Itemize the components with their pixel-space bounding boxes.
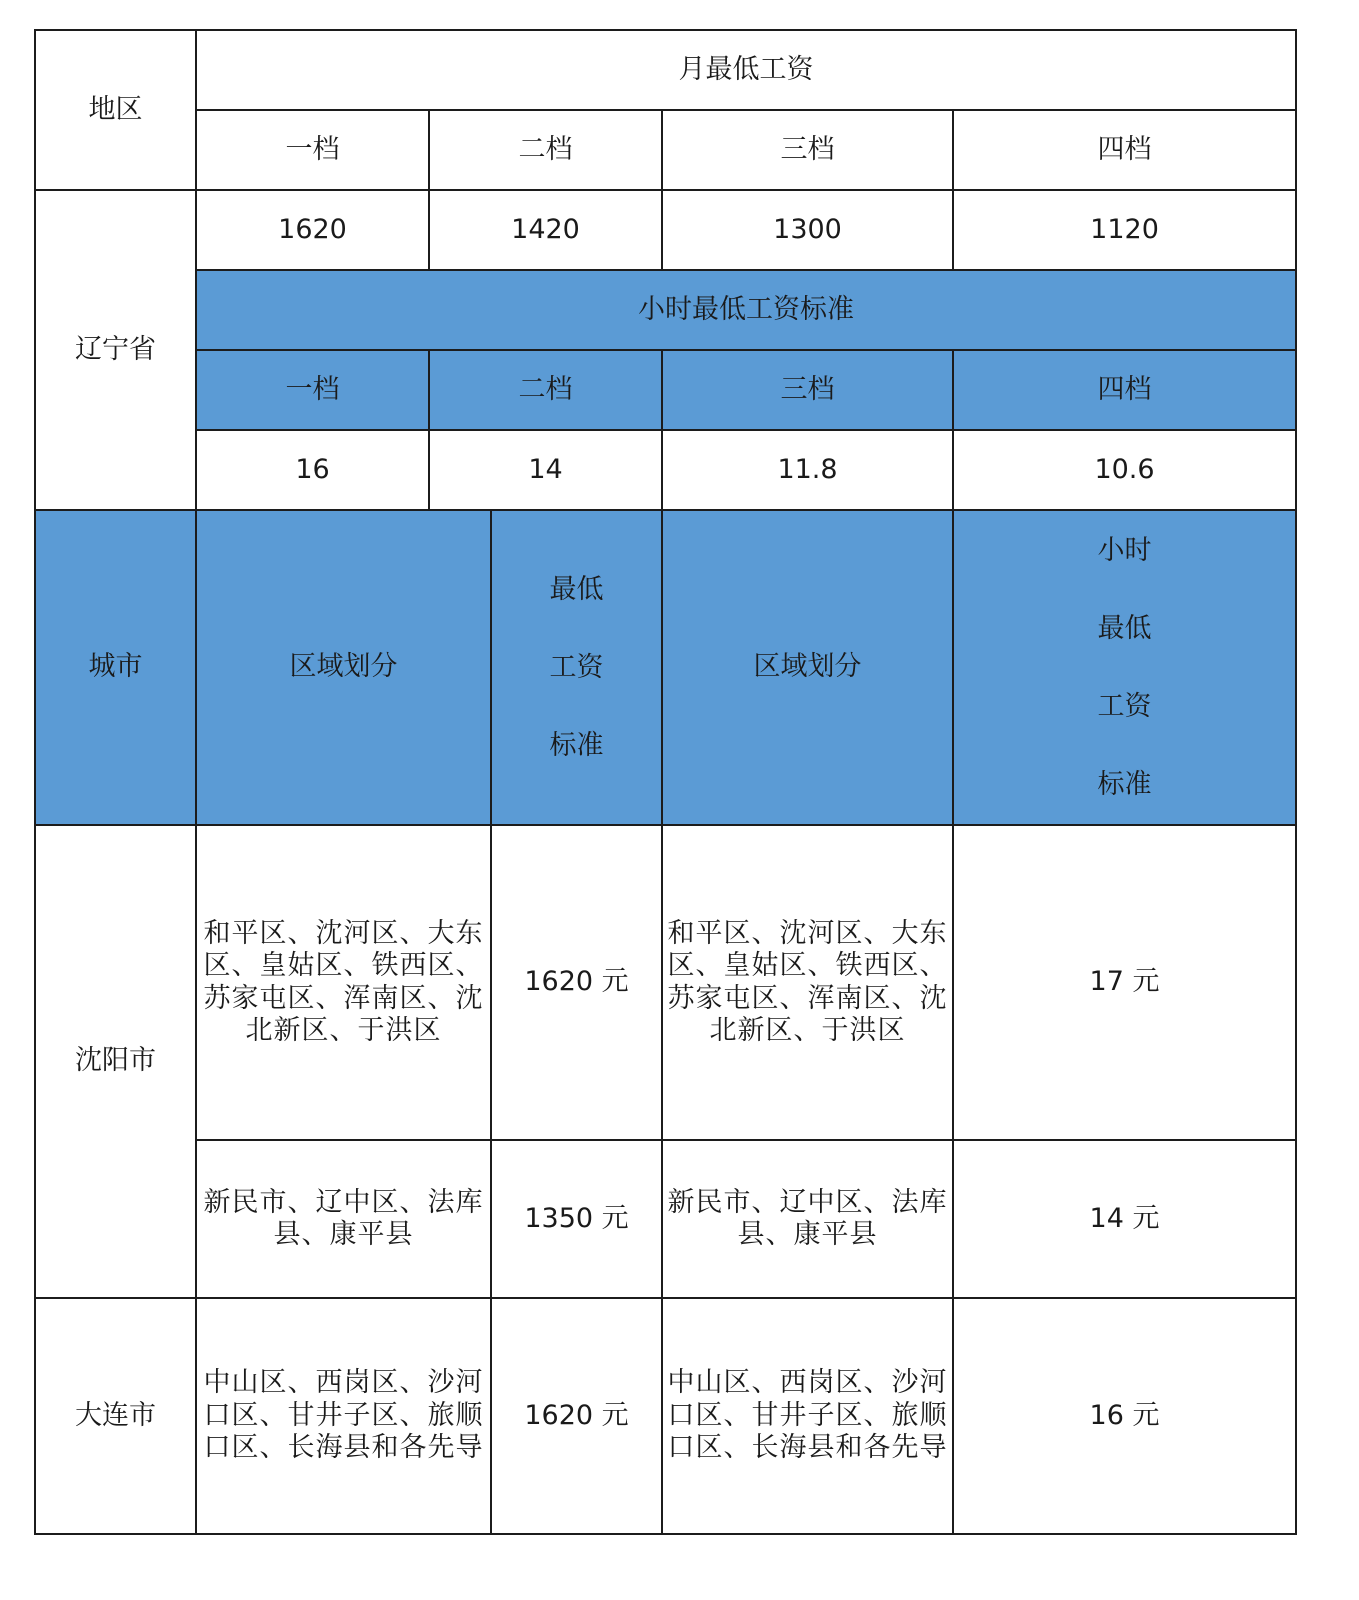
monthly-value: 1620 [196, 190, 429, 270]
zone-cell-b [662, 1298, 953, 1534]
hourly-wage-cell: 17 元 [953, 825, 1296, 1140]
province-name-cell [35, 190, 196, 510]
zone-line: 县、康平县 [737, 1219, 878, 1250]
hourly-wage-cell: 14 元 [953, 1140, 1296, 1298]
hourly-tier-header: 一档 [196, 350, 429, 430]
zone-line: 和平区、沈河区、大东 [203, 917, 484, 949]
monthly-wage-cell: 1350 元 [491, 1140, 662, 1298]
region-header-label: 地区 [88, 93, 143, 125]
province-name: 辽宁省 [75, 333, 156, 365]
zone-line: 北新区、于洪区 [245, 1014, 442, 1046]
zone-line: 区、皇姑区、铁西区、 [667, 950, 948, 982]
hourly-wage-header-line: 小时 [1097, 534, 1152, 566]
hourly-value-row [35, 430, 1296, 510]
hourly-wage-cell: 16 元 [953, 1298, 1296, 1534]
hourly-wage-header-line: 标准 [1097, 768, 1152, 800]
city-name: 大连市 [75, 1399, 156, 1431]
minimum-wage-table [34, 29, 1297, 1535]
hourly-value: 11.8 [662, 430, 953, 510]
tier-header: 四档 [953, 110, 1296, 190]
tier-header-row [35, 110, 1296, 190]
city-name: 沈阳市 [75, 1045, 156, 1077]
monthly-value: 1300 [662, 190, 953, 270]
zone-line: 口区、长海县和各先导 [203, 1432, 484, 1464]
zone-cell-b [662, 1140, 953, 1298]
zone-header-a: 区域划分 [196, 510, 491, 825]
zone-line: 口区、长海县和各先导 [667, 1432, 948, 1464]
zone-header-b: 区域划分 [662, 510, 953, 825]
min-wage-header-line: 工资 [549, 651, 604, 683]
zone-line: 北新区、于洪区 [709, 1014, 906, 1046]
hourly-value: 10.6 [953, 430, 1296, 510]
city-header-row [35, 510, 1296, 825]
monthly-wage-cell: 1620 元 [491, 825, 662, 1140]
zone-cell-a [196, 1140, 491, 1298]
hourly-wage-header [953, 510, 1296, 825]
zone-line: 新民市、辽中区、法库 [203, 1186, 484, 1218]
province-monthly-row [35, 190, 1296, 270]
table-row [35, 825, 1296, 1140]
tier-header: 二档 [429, 110, 662, 190]
zone-cell-b [662, 825, 953, 1140]
hourly-wage-header-line: 最低 [1097, 612, 1152, 644]
zone-line: 县、康平县 [273, 1219, 414, 1250]
monthly-title: 月最低工资 [678, 53, 814, 85]
min-wage-header [491, 510, 662, 825]
zone-line: 区、皇姑区、铁西区、 [203, 950, 484, 982]
table-row [35, 1140, 1296, 1298]
hourly-title-row [35, 270, 1296, 350]
tier-header: 一档 [196, 110, 429, 190]
zone-line: 苏家屯区、浑南区、沈 [667, 982, 948, 1014]
monthly-value: 1120 [953, 190, 1296, 270]
min-wage-header-line: 标准 [549, 729, 604, 761]
table-row [35, 1298, 1296, 1534]
monthly-title-cell [196, 30, 1296, 110]
zone-line: 中山区、西岗区、沙河 [203, 1367, 484, 1399]
city-name-cell [35, 1298, 196, 1534]
tier-header: 三档 [662, 110, 953, 190]
hourly-tier-header: 三档 [662, 350, 953, 430]
hourly-title: 小时最低工资标准 [196, 270, 1296, 350]
zone-line: 苏家屯区、浑南区、沈 [203, 982, 484, 1014]
hourly-tier-header: 二档 [429, 350, 662, 430]
min-wage-header-line: 最低 [549, 573, 604, 605]
hourly-tier-header: 四档 [953, 350, 1296, 430]
zone-line: 口区、甘井子区、旅顺 [203, 1399, 484, 1431]
monthly-wage-cell: 1620 元 [491, 1298, 662, 1534]
hourly-tier-row [35, 350, 1296, 430]
header-row [35, 30, 1296, 110]
hourly-value: 16 [196, 430, 429, 510]
zone-line: 和平区、沈河区、大东 [667, 917, 948, 949]
hourly-wage-header-line: 工资 [1097, 690, 1152, 722]
zone-line: 口区、甘井子区、旅顺 [667, 1399, 948, 1431]
zone-cell-a [196, 825, 491, 1140]
city-name-cell [35, 825, 196, 1298]
zone-cell-a [196, 1298, 491, 1534]
region-header-cell [35, 30, 196, 190]
city-header: 城市 [35, 510, 196, 825]
zone-line: 中山区、西岗区、沙河 [667, 1367, 948, 1399]
monthly-value: 1420 [429, 190, 662, 270]
zone-line: 新民市、辽中区、法库 [667, 1186, 948, 1218]
hourly-value: 14 [429, 430, 662, 510]
